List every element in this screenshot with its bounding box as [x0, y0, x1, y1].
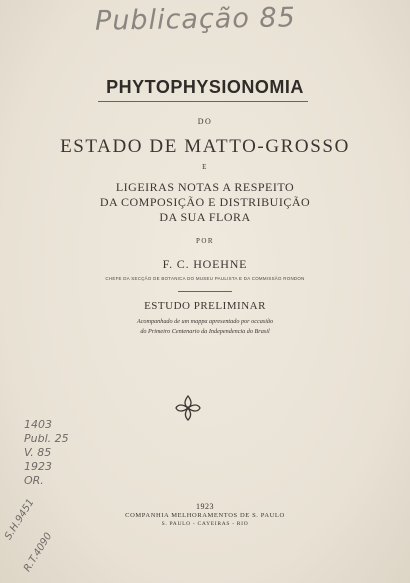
author-rule — [178, 291, 232, 292]
title-rule — [98, 101, 308, 102]
subtitle-line: DA SUA FLORA — [159, 210, 251, 224]
handwritten-catalog-note — [24, 418, 69, 488]
subtitle-line: LIGEIRAS NOTAS A RESPEITO — [115, 180, 295, 194]
handwritten-line: 1923 — [24, 460, 52, 473]
handwritten-line: OR. — [24, 474, 44, 487]
imprint-address: S. PAULO - CAYEIRAS - RIO — [161, 521, 249, 527]
handwritten-shelf-mark-2: R.T.4090 — [22, 530, 55, 574]
subtitle-line: DA COMPOSIÇÃO E DISTRIBUIÇÃO — [99, 195, 311, 209]
connector-e: E — [202, 163, 208, 171]
imprint-year: 1923 — [196, 502, 214, 511]
handwritten-line: Publ. 25 — [24, 432, 69, 445]
accompaniment-line: do Primeiro Centenario da Independencia do Brasil — [140, 328, 270, 335]
book-title: PHYTOPHYSIONOMIA — [106, 77, 304, 97]
author-name: F. C. HOEHNE — [162, 257, 248, 271]
author-role: CHEFE DA SECÇÃO DE BOTANICA DO MUSEU PAULISTA E DA COMMISSÃO RONDON — [105, 276, 305, 281]
state-heading: ESTADO DE MATTO-GROSSO — [60, 136, 350, 157]
connector-do: DO — [197, 117, 213, 126]
handwritten-publication-note: Publicação 85 — [94, 2, 297, 37]
study-label: ESTUDO PRELIMINAR — [144, 300, 266, 312]
subtitle-block — [0, 180, 410, 225]
connector-por: POR — [195, 237, 215, 245]
fleuron-icon — [172, 392, 204, 424]
imprint-publisher: COMPANHIA MELHORAMENTOS DE S. PAULO — [125, 512, 285, 519]
accompaniment-line: Acompanhado de um mappa apresentado por occasião — [136, 318, 274, 325]
handwritten-shelf-mark: S.H.9451 — [3, 497, 37, 542]
accompaniment-note — [0, 317, 410, 337]
handwritten-line: V. 85 — [24, 446, 52, 459]
handwritten-line: 1403 — [24, 418, 52, 431]
